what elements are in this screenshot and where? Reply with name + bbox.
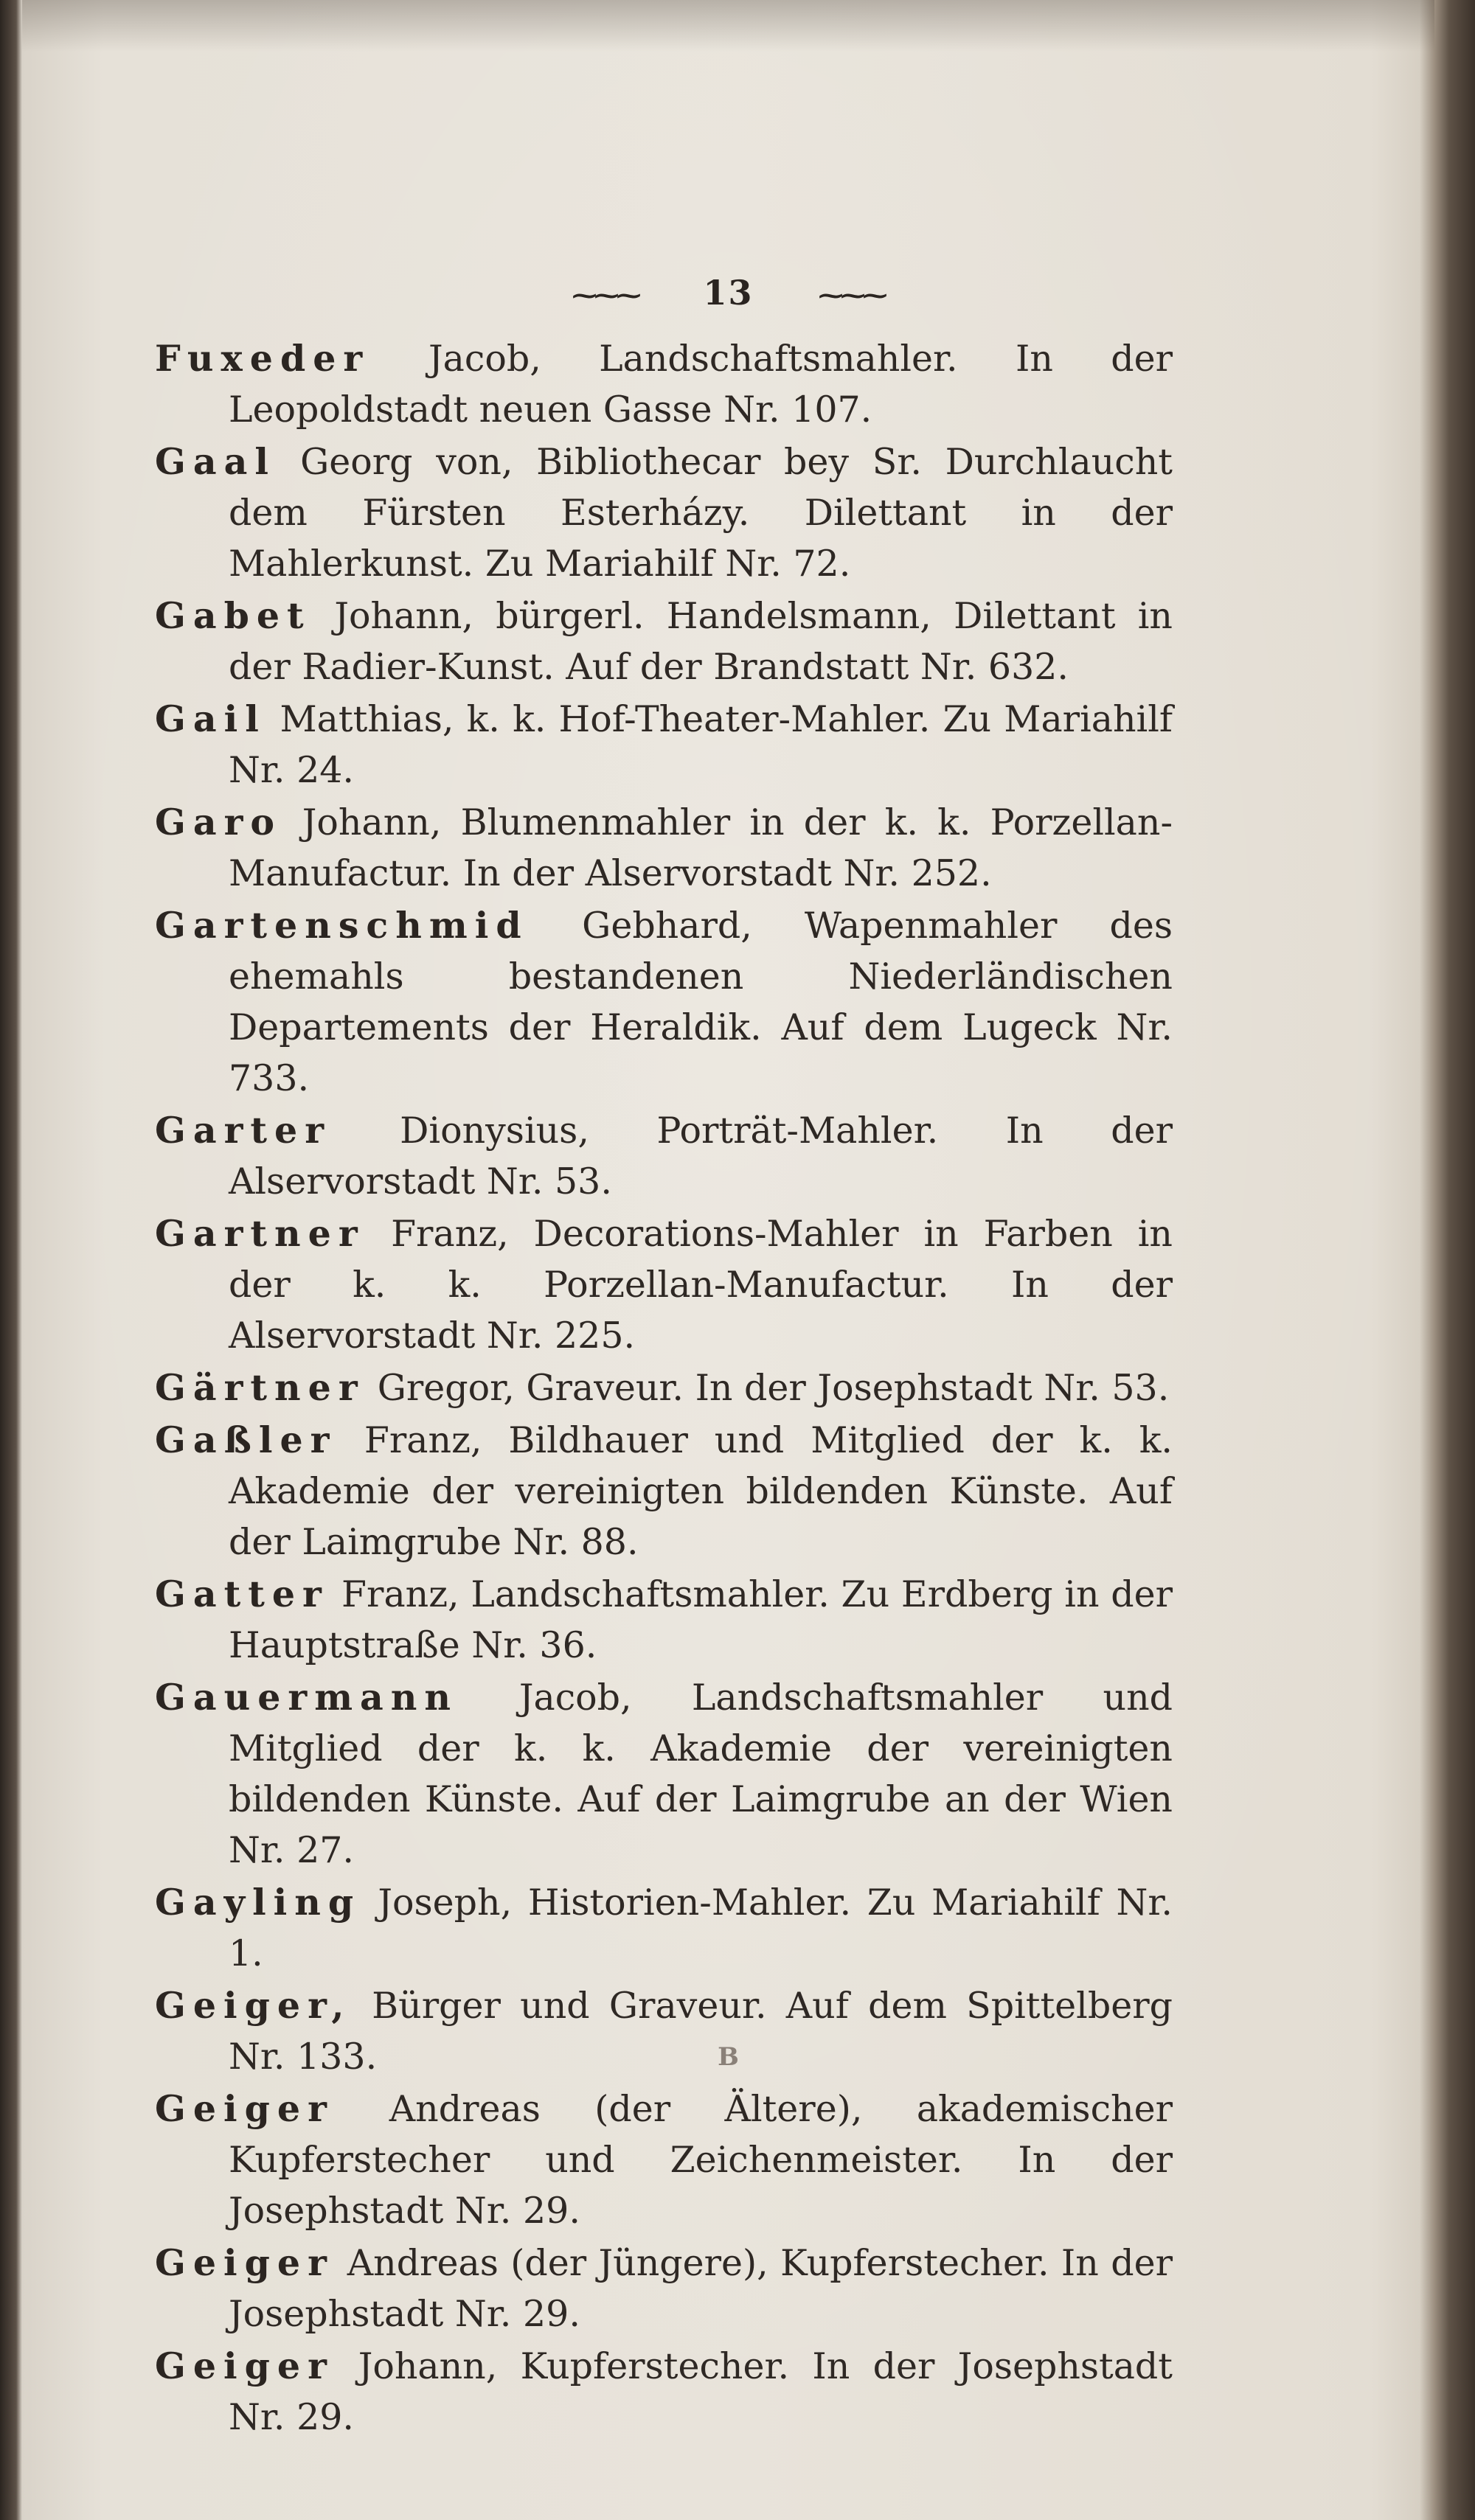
- entry-surname: Gayling: [155, 1881, 361, 1924]
- book-page: [22, 0, 1434, 2520]
- entry-surname: Gartner: [155, 1212, 365, 1255]
- entry-text: Franz, Landschaftsmahler. Zu Erdberg in der Hauptstraße Nr. 36.: [229, 1573, 1173, 1666]
- entry-text: Andreas (der Jüngere), Kupferstecher. In der Josephstadt Nr. 29.: [229, 2242, 1173, 2335]
- directory-entry: [155, 694, 1173, 796]
- page-top-shadow: [22, 0, 1434, 52]
- entry-text: Gregor, Graveur. In der Josephstadt Nr. 53.: [377, 1367, 1170, 1409]
- directory-entry: [155, 1569, 1173, 1671]
- entry-surname: Garter: [155, 1109, 332, 1152]
- entry-surname: Geiger: [155, 2087, 334, 2130]
- entry-surname: Garo: [155, 801, 282, 843]
- entry-surname: Gauermann: [155, 1676, 459, 1719]
- directory-entries: [155, 333, 1173, 2444]
- entry-surname: Geiger,: [155, 1984, 352, 2027]
- directory-entry: [155, 2238, 1173, 2339]
- entry-surname: Geiger: [155, 2345, 334, 2387]
- header-ornament-right: ⁓⁓⁓: [818, 281, 885, 310]
- entry-text: Franz, Decorations-Mahler in Farben in der k. k. Porzellan-Manufactur. In der Alservorstadt Nr. 225.: [229, 1213, 1173, 1357]
- directory-entry: [155, 333, 1173, 435]
- entry-surname: Geiger: [155, 2241, 334, 2284]
- entry-text: Matthias, k. k. Hof-Theater-Mahler. Zu Mariahilf Nr. 24.: [229, 698, 1173, 791]
- directory-entry: [155, 1105, 1173, 1207]
- entry-surname: Gärtner: [155, 1366, 365, 1409]
- directory-entry: [155, 1208, 1173, 1361]
- entry-surname: Gatter: [155, 1573, 329, 1615]
- directory-entry: [155, 591, 1173, 692]
- directory-entry: [155, 1877, 1173, 1979]
- entry-surname: Gail: [155, 697, 266, 740]
- entry-text: Georg von, Bibliothecar bey Sr. Durchlaucht dem Fürsten Esterházy. Dilettant in der Mahlerkunst. Zu Mariahilf Nr. 72.: [229, 441, 1173, 585]
- directory-entry: [155, 1415, 1173, 1567]
- entry-surname: Gartenschmid: [155, 904, 529, 947]
- entry-text: Joseph, Historien-Mahler. Zu Mariahilf Nr. 1.: [229, 1882, 1173, 1974]
- header-ornament-left: ⁓⁓⁓: [572, 281, 639, 310]
- directory-entry: [155, 1362, 1173, 1413]
- entry-text: Johann, Kupferstecher. In der Josephstadt Nr. 29.: [229, 2345, 1173, 2438]
- entry-text: Jacob, Landschaftsmahler. In der Leopoldstadt neuen Gasse Nr. 107.: [229, 338, 1173, 431]
- signature-mark: B: [718, 2042, 739, 2072]
- entry-text: Johann, Blumenmahler in der k. k. Porzellan-Manufactur. In der Alservorstadt Nr. 252.: [229, 801, 1173, 894]
- directory-entry: [155, 797, 1173, 899]
- entry-surname: Fuxeder: [155, 337, 370, 380]
- entry-surname: Gabet: [155, 594, 311, 637]
- entry-text: Gebhard, Wapenmahler des ehemahls bestandenen Niederländischen Departements der Heraldik. Auf dem Lugeck Nr. 733.: [229, 905, 1173, 1099]
- page-header: [22, 273, 1434, 313]
- entry-surname: Gaßler: [155, 1419, 337, 1461]
- page-number: 13: [703, 273, 754, 313]
- directory-entry: [155, 2084, 1173, 2236]
- directory-entry: [155, 2341, 1173, 2443]
- entry-text: Johann, bürgerl. Handelsmann, Dilettant in der Radier-Kunst. Auf der Brandstatt Nr. 632.: [229, 595, 1173, 688]
- directory-entry: [155, 900, 1173, 1104]
- entry-text: Franz, Bildhauer und Mitglied der k. k. Akademie der vereinigten bildenden Künste. Auf der Laimgrube Nr. 88.: [229, 1419, 1173, 1563]
- entry-text: Dionysius, Porträt-Mahler. In der Alservorstadt Nr. 53.: [229, 1110, 1173, 1202]
- entry-text: Andreas (der Ältere), akademischer Kupferstecher und Zeichenmeister. In der Josephstadt Nr. 29.: [229, 2088, 1173, 2232]
- directory-entry: [155, 436, 1173, 589]
- entry-text: Jacob, Landschaftsmahler und Mitglied der k. k. Akademie der vereinigten bildenden Künste. Auf der Laimgrube an der Wien Nr. 27.: [229, 1677, 1173, 1871]
- entry-text: Bürger und Graveur. Auf dem Spittelberg Nr. 133.: [229, 1985, 1173, 2078]
- entry-surname: Gaal: [155, 440, 276, 483]
- directory-entry: [155, 1672, 1173, 1876]
